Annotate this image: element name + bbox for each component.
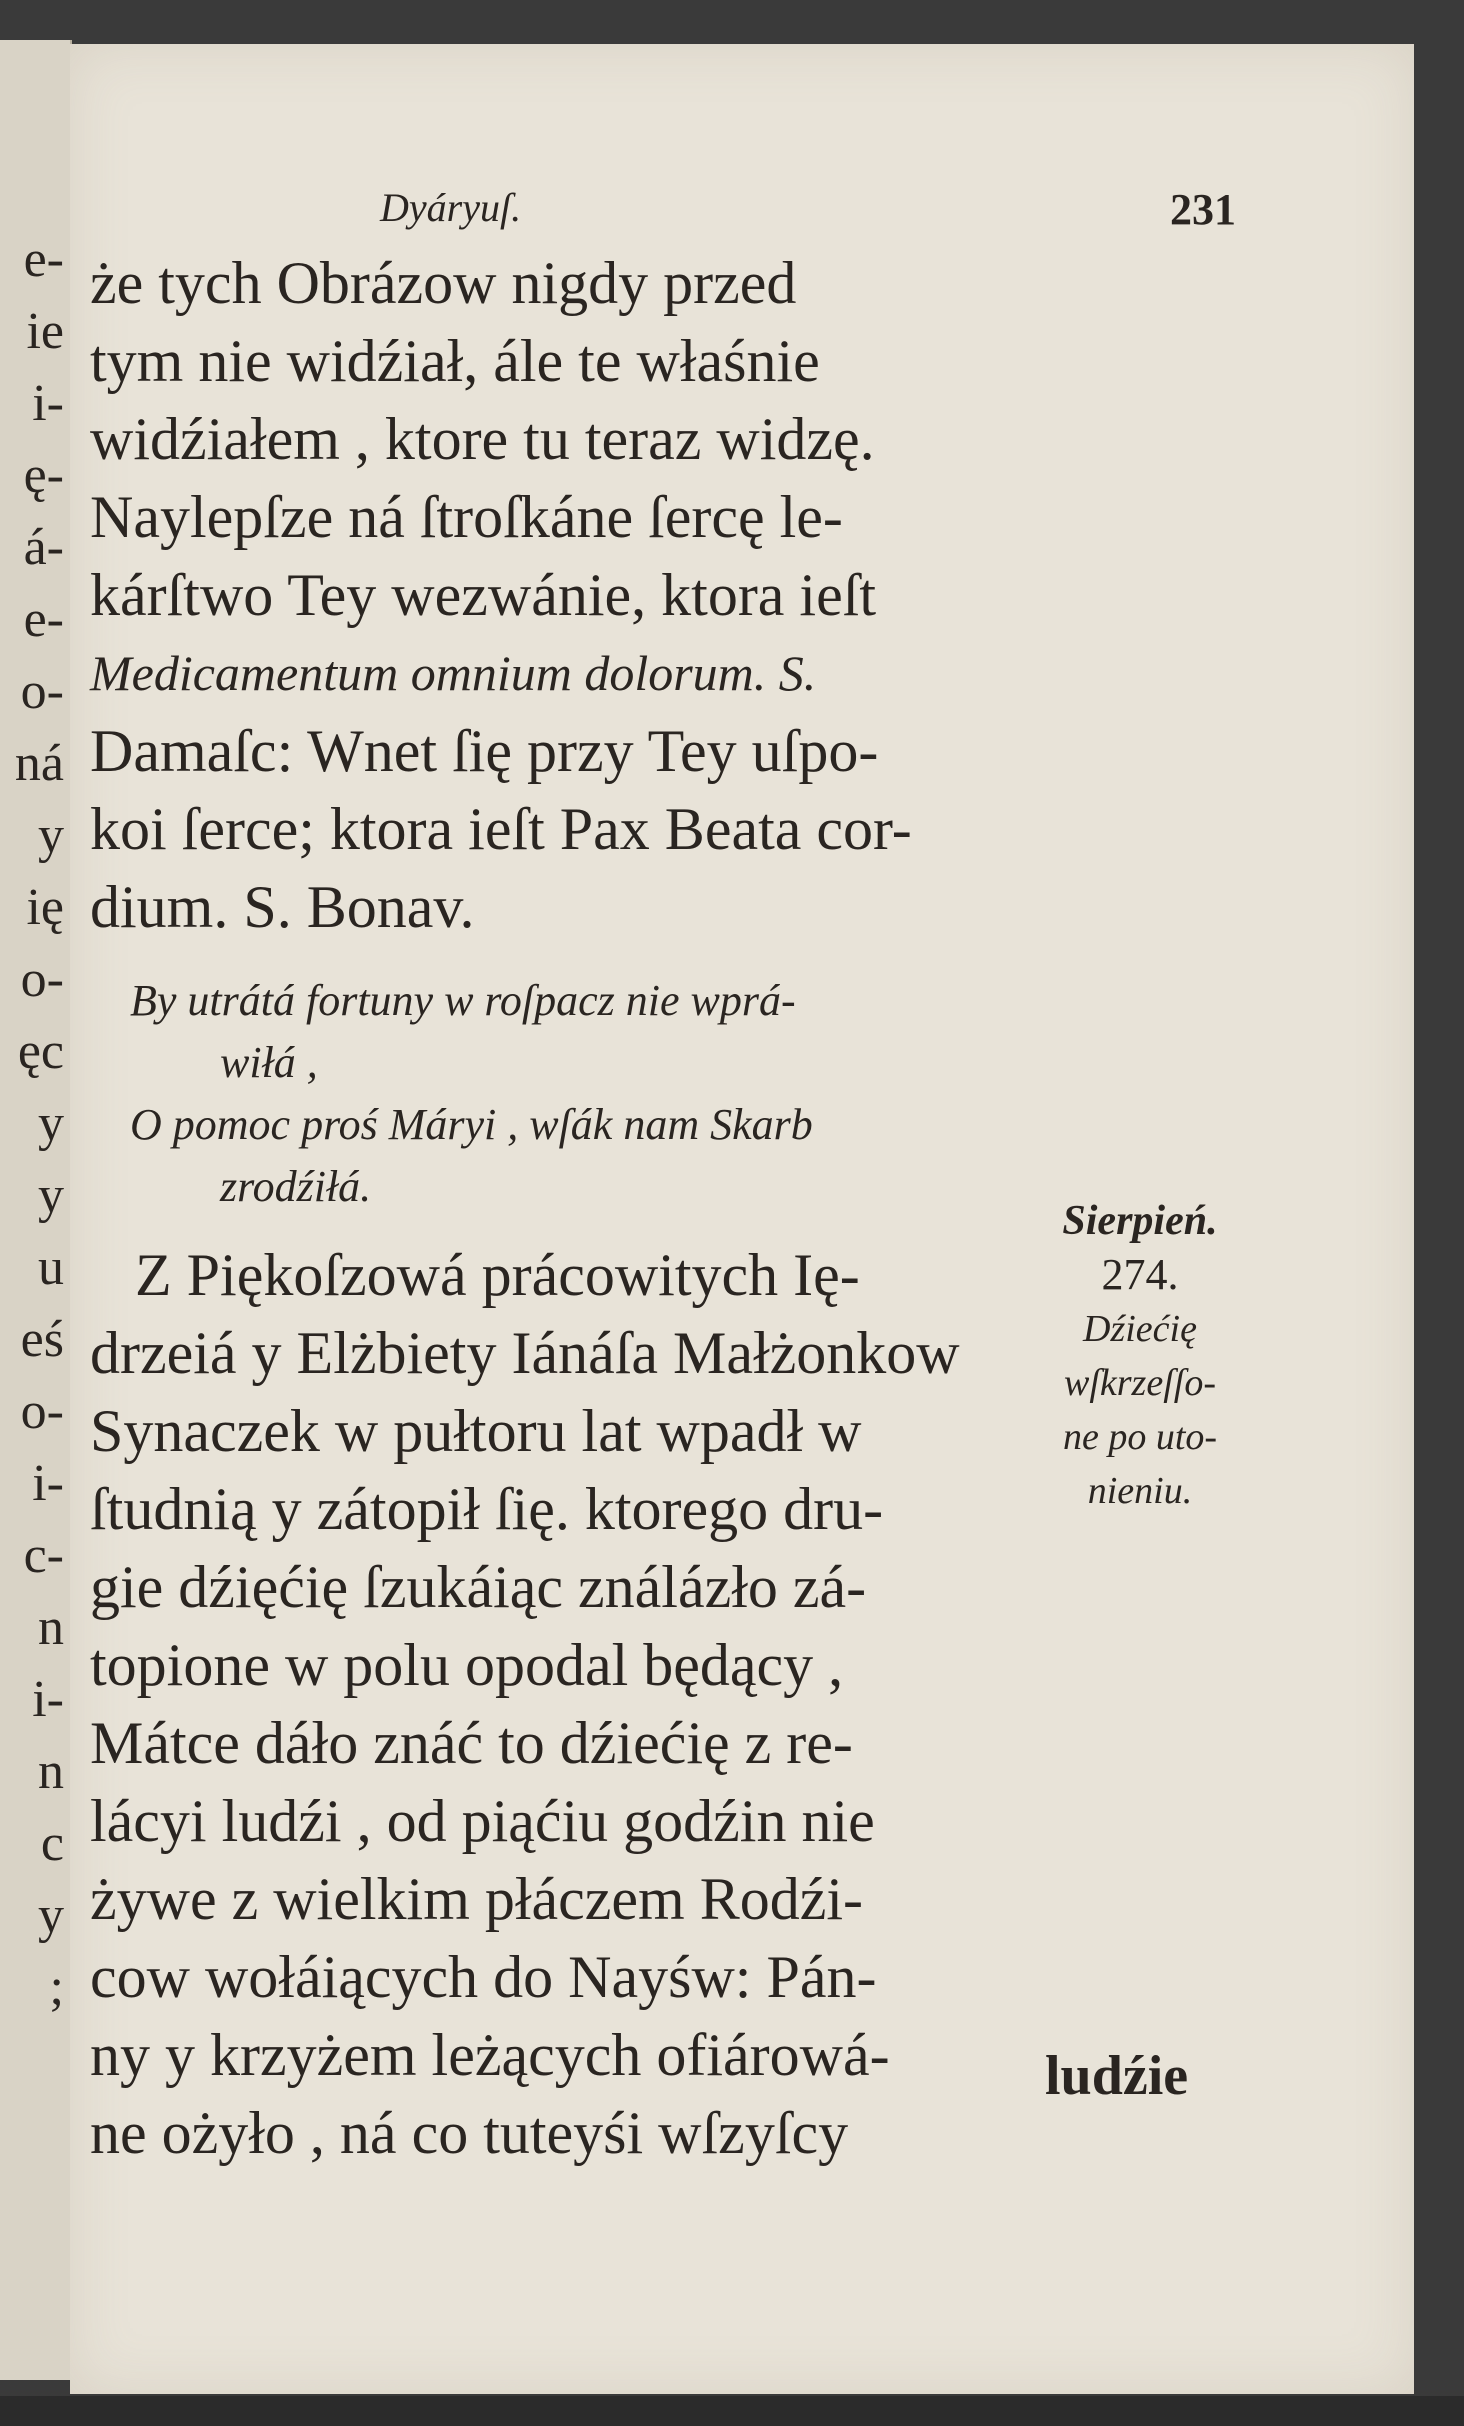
- text-line: żywe z wielkim płáczem Rodźi-: [90, 1866, 864, 1932]
- facing-page-fragment: i-: [32, 375, 64, 432]
- text-line: ne ożyło , ná co tuteyśi wſzyſcy: [90, 2100, 849, 2166]
- text-line: gie dźięćię ſzukáiąc ználázło zá-: [90, 1554, 867, 1620]
- verse-line: O pomoc proś Máryi , wſák nam Skarb: [130, 1100, 813, 1149]
- facing-page-edge: [0, 40, 72, 2380]
- facing-page-fragment: y: [38, 1167, 64, 1224]
- facing-page-fragment: á-: [23, 519, 64, 576]
- facing-page-fragment: o-: [20, 1383, 64, 1440]
- verse-line: wiłá ,: [220, 1038, 318, 1087]
- text-line: Damaſc: Wnet ſię przy Tey uſpo-: [90, 718, 879, 784]
- text-line: koi ſerce; ktora ieſt Pax Beata cor-: [90, 796, 912, 862]
- page-number: 231: [1170, 185, 1236, 234]
- scan-border: [0, 2396, 1464, 2426]
- facing-page-fragment: c: [40, 1815, 64, 1872]
- book-page: [70, 44, 1414, 2394]
- running-head: Dyáryuſ.: [380, 185, 522, 230]
- text-line: drzeiá y Elżbiety Iánáſa Małżonkow: [90, 1320, 960, 1386]
- facing-page-fragment: ę-: [23, 447, 64, 504]
- margin-note-title-2: wſkrzeſſo-: [1064, 1362, 1216, 1404]
- margin-note-number: 274.: [1101, 1250, 1179, 1299]
- facing-page-fragment: eś: [20, 1311, 64, 1368]
- facing-page-fragment: ię: [26, 879, 64, 936]
- text-line: lácyi ludźi , od piąćiu godźin nie: [90, 1788, 875, 1854]
- margin-note-title-3: ne po uto-: [1062, 1416, 1218, 1458]
- text-line: Mátce dáło znáć to dźiećię z re-: [90, 1710, 853, 1776]
- text-line: topione w polu opodal będący ,: [90, 1632, 844, 1698]
- facing-page-fragment: e-: [23, 231, 64, 288]
- facing-page-fragment: u: [38, 1239, 64, 1296]
- verse-line: zrodźiłá.: [220, 1162, 372, 1211]
- verse-line: By utrátá fortuny w roſpacz nie wprá-: [130, 976, 796, 1025]
- margin-note-title-4: nieniu.: [1087, 1470, 1193, 1512]
- text-line: ſtudnią y zátopił ſię. ktorego dru-: [90, 1476, 884, 1542]
- facing-page-fragment: y: [38, 1095, 64, 1152]
- catchword: ludźie: [1045, 2045, 1189, 2107]
- facing-page-fragment: y: [38, 1887, 64, 1944]
- text-line: Synaczek w pułtoru lat wpadł w: [90, 1398, 862, 1464]
- facing-page-fragment: ęc: [17, 1023, 64, 1080]
- facing-page-fragment: i-: [32, 1455, 64, 1512]
- facing-page-fragment: ;: [49, 1959, 64, 2016]
- text-line: dium. S. Bonav.: [90, 874, 475, 940]
- facing-page-fragment: i-: [32, 1671, 64, 1728]
- margin-note-month: Sierpień.: [1062, 1198, 1218, 1244]
- facing-page-fragment: c-: [23, 1527, 64, 1584]
- facing-page-fragment: y: [38, 807, 64, 864]
- facing-page-fragment: n: [38, 1743, 64, 1800]
- margin-note: [1020, 1194, 1260, 1518]
- text-line: cow wołáiących do Nayśw: Pán-: [90, 1944, 877, 2010]
- facing-page-fragment: o-: [20, 951, 64, 1008]
- text-line: Z Piękoſzowá prácowitych Ię-: [90, 1242, 860, 1308]
- text-line: że tych Obrázow nigdy przed: [90, 250, 797, 316]
- facing-page-fragment: n: [38, 1599, 64, 1656]
- text-line: Medicamentum omnium dolorum. S.: [90, 645, 817, 701]
- text-line: Naylepſze ná ſtroſkáne ſercę le-: [90, 484, 843, 550]
- text-line: widźiałem , ktore tu teraz widzę.: [90, 406, 875, 472]
- facing-page-fragment: o-: [20, 663, 64, 720]
- text-line: tym nie widźiał, ále te właśnie: [90, 328, 820, 394]
- facing-page-fragment: ie: [26, 303, 64, 360]
- text-line: kárſtwo Tey wezwánie, ktora ieſt: [90, 562, 877, 628]
- margin-note-title-1: Dźiećię: [1083, 1308, 1197, 1350]
- main-text-block: [90, 244, 1100, 2172]
- facing-page-fragment: e-: [23, 591, 64, 648]
- facing-page-fragment: ná: [14, 735, 64, 792]
- text-line: ny y krzyżem leżących ofiárowá-: [90, 2022, 890, 2088]
